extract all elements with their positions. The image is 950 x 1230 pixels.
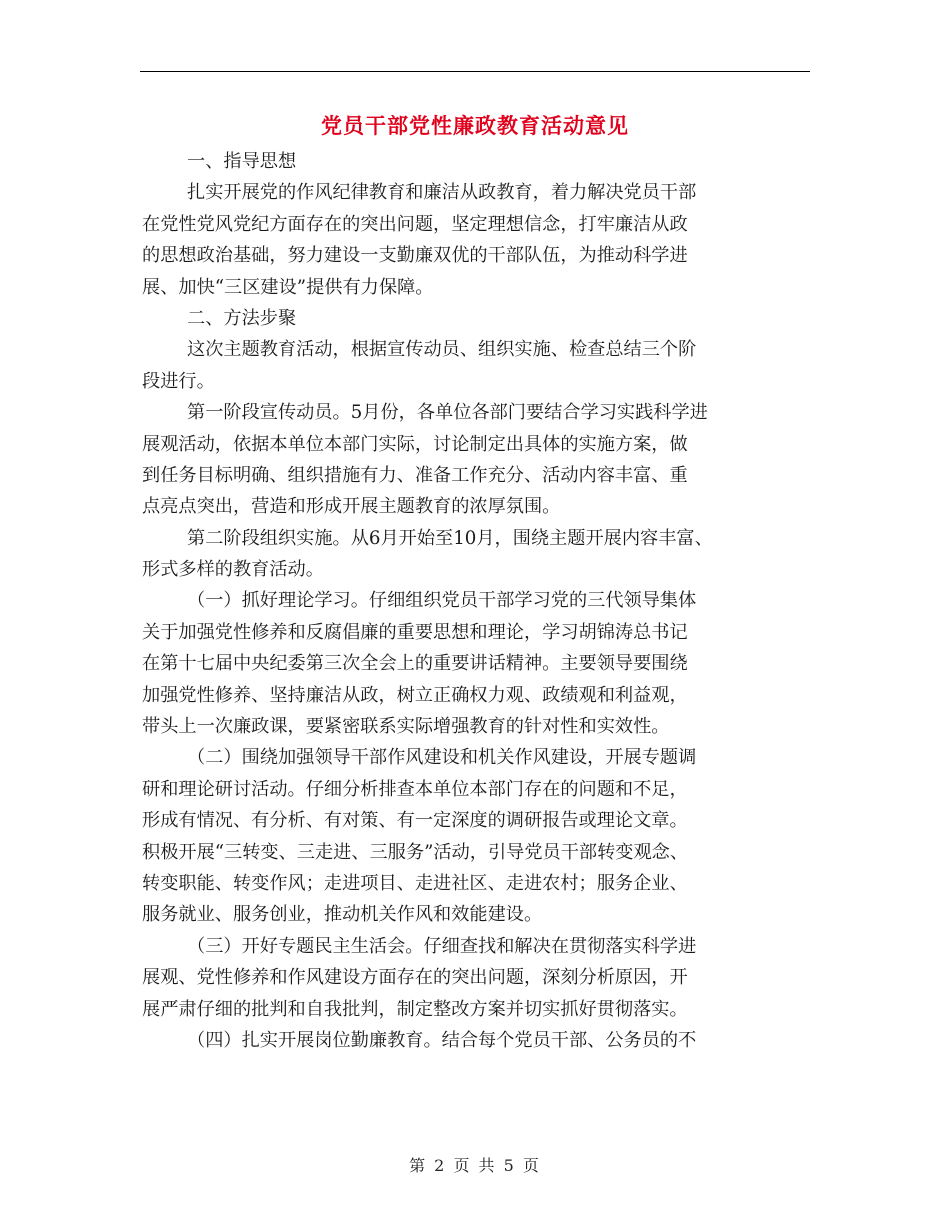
body-line: 在第十七届中央纪委第三次全会上的重要讲话精神。主要领导要围绕 (142, 653, 688, 675)
body-line: （三）开好专题民主生活会。仔细查找和解决在贯彻落实科学进 (187, 935, 697, 957)
body-line: 到任务目标明确、组织措施有力、准备工作充分、活动内容丰富、重 (142, 464, 688, 486)
body-line: 点亮点突出，营造和形成开展主题教育的浓厚氛围。 (142, 496, 561, 518)
body-line: 二、方法步聚 (187, 307, 297, 329)
body-line: 一、指导思想 (187, 151, 297, 172)
body-line: 关于加强党性修养和反腐倡廉的重要思想和理论，学习胡锦涛总书记 (142, 621, 688, 643)
body-line: 转变职能、转变作风；走进项目、走进社区、走进农村；服务企业、 (142, 872, 688, 894)
body-line: （一）抓好理论学习。仔细组织党员干部学习党的三代领导集体 (187, 590, 697, 612)
body-line: 形成有情况、有分析、有对策、有一定深度的调研报告或理论文章。 (142, 810, 688, 832)
body-line: 研和理论研讨活动。仔细分析排查本单位本部门存在的问题和不足， (142, 778, 688, 800)
body-line: 展严肃仔细的批判和自我批判，制定整改方案并切实抓好贯彻落实。 (142, 998, 688, 1020)
body-line: 带头上一次廉政课，要紧密联系实际增强教育的针对性和实效性。 (142, 716, 670, 738)
body-line: 加强党性修养、坚持廉洁从政，树立正确权力观、政绩观和利益观， (142, 684, 688, 706)
body-line: 形式多样的教育活动。 (142, 559, 324, 581)
body-line: 第二阶段组织实施。从6月开始至10月，围绕主题开展内容丰富、 (187, 527, 713, 549)
body-line: 展观活动，依据本单位本部门实际，讨论制定出具体的实施方案，做 (142, 433, 688, 455)
body-line: 展观、党性修养和作风建设方面存在的突出问题，深刻分析原因，开 (142, 967, 688, 989)
body-line: 扎实开展党的作风纪律教育和廉洁从政教育，着力解决党员干部 (187, 182, 697, 204)
header-rule (140, 71, 810, 72)
body-line: 段进行。 (142, 370, 215, 392)
body-line: 这次主题教育活动，根据宣传动员、组织实施、检查总结三个阶 (187, 339, 697, 361)
body-line: 积极开展“三转变、三走进、三服务”活动，引导党员干部转变观念、 (142, 841, 689, 863)
body-line: （四）扎实开展岗位勤廉教育。结合每个党员干部、公务员的不 (187, 1029, 697, 1051)
document-body (142, 146, 814, 1056)
body-line: 展、加快“三区建设”提供有力保障。 (142, 276, 434, 298)
document-title: 党员干部党性廉政教育活动意见 (321, 113, 629, 138)
body-line: 第一阶段宣传动员。5月份，各单位各部门要结合学习实践科学进 (187, 402, 708, 424)
body-line: 服务就业、服务创业，推动机关作风和效能建设。 (142, 904, 543, 926)
body-line: 的思想政治基础，努力建设一支勤廉双优的干部队伍，为推动科学进 (142, 245, 688, 267)
body-line: （二）围绕加强领导干部作风建设和机关作风建设，开展专题调 (187, 747, 697, 769)
page-number: 第 2 页 共 5 页 (409, 1156, 541, 1175)
body-line: 在党性党风党纪方面存在的突出问题，坚定理想信念，打牢廉洁从政 (142, 213, 688, 235)
